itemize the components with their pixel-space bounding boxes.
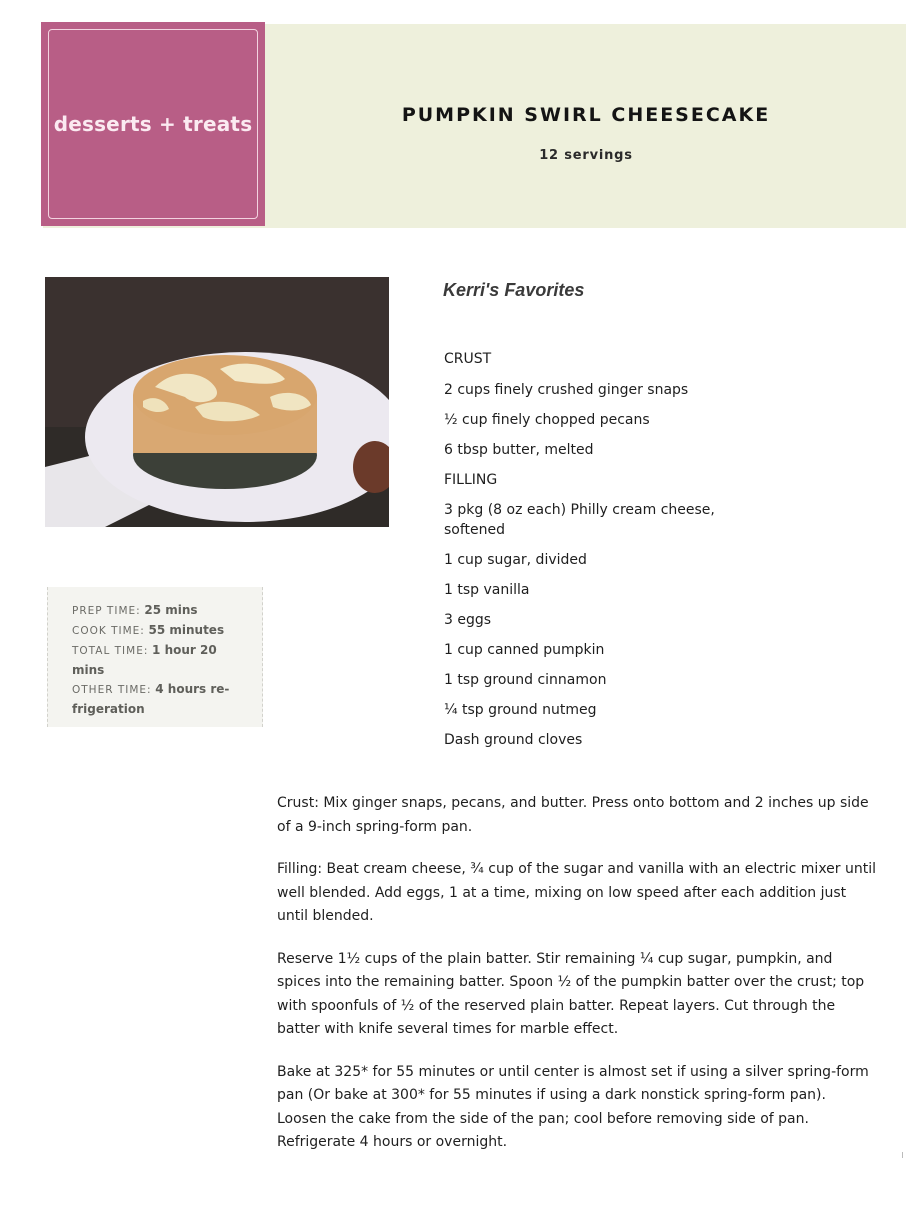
brand-label: Kerri's Favorites (443, 280, 585, 300)
ingredient-heading-crust: CRUST (444, 351, 492, 367)
ingredient-item: Dash ground cloves (444, 732, 583, 748)
instruction-filling: Filling: Beat cream cheese, ¾ cup of the sugar and vanilla with an electric mixer until well blended. Add eggs, 1 at a time, mixing on low speed after each addition just until blended. (277, 861, 877, 924)
cheesecake-image (45, 277, 389, 527)
total-time: TOTAL TIME: 1 hour 20 mins (72, 643, 217, 677)
other-time: OTHER TIME: 4 hours re-frigeration (72, 682, 230, 716)
servings: 12 servings (539, 148, 633, 163)
prep-time: PREP TIME: 25 mins (72, 603, 198, 617)
time-card (47, 587, 263, 727)
ingredient-item: 3 eggs (444, 612, 492, 628)
ingredient-item: 2 cups finely crushed ginger snaps (444, 382, 689, 398)
ingredient-item: 1 tsp ground cinnamon (444, 672, 607, 688)
scan-mark (902, 1152, 903, 1158)
ingredient-item: 3 pkg (8 oz each) Philly cream cheese, softened (444, 502, 715, 538)
cook-time: COOK TIME: 55 minutes (72, 623, 225, 637)
instruction-baking: Bake at 325* for 55 minutes or until center is almost set if using a silver spring-form pan (Or bake at 300* for 55 minutes if using a dark nonstick spring-form pan). Loosen the cake from the side of the pan; cool before removing side of pan. Refrigerate 4 hours or overnight. (277, 1063, 869, 1150)
instructions (277, 792, 877, 1174)
category-label: desserts + treats (53, 112, 253, 136)
category-badge (41, 22, 265, 226)
ingredient-item: 6 tbsp butter, melted (444, 442, 594, 458)
instruction-layering: Reserve 1½ cups of the plain batter. Stir remaining ¼ cup sugar, pumpkin, and spices into the remaining batter. Spoon ½ of the pumpkin batter over the crust; top with spoonfuls of ½ of the reserved plain batter. Repeat layers. Cut through the batter with knife several times for marble effect. (277, 950, 865, 1037)
ingredient-heading-filling: FILLING (444, 472, 498, 488)
ingredient-item: 1 cup sugar, divided (444, 552, 587, 568)
recipe-title: PUMPKIN SWIRL CHEESECAKE (401, 104, 771, 126)
instruction-crust: Crust: Mix ginger snaps, pecans, and butter. Press onto bottom and 2 inches up side of a 9-inch spring-form pan. (277, 795, 869, 835)
ingredient-item: 1 cup canned pumpkin (444, 642, 605, 658)
ingredient-item: ½ cup finely chopped pecans (444, 412, 650, 428)
ingredient-list (444, 349, 744, 760)
ingredient-item: ¼ tsp ground nutmeg (444, 702, 597, 718)
category-badge-frame (48, 29, 258, 219)
recipe-photo (45, 277, 389, 527)
ingredient-item: 1 tsp vanilla (444, 582, 530, 598)
